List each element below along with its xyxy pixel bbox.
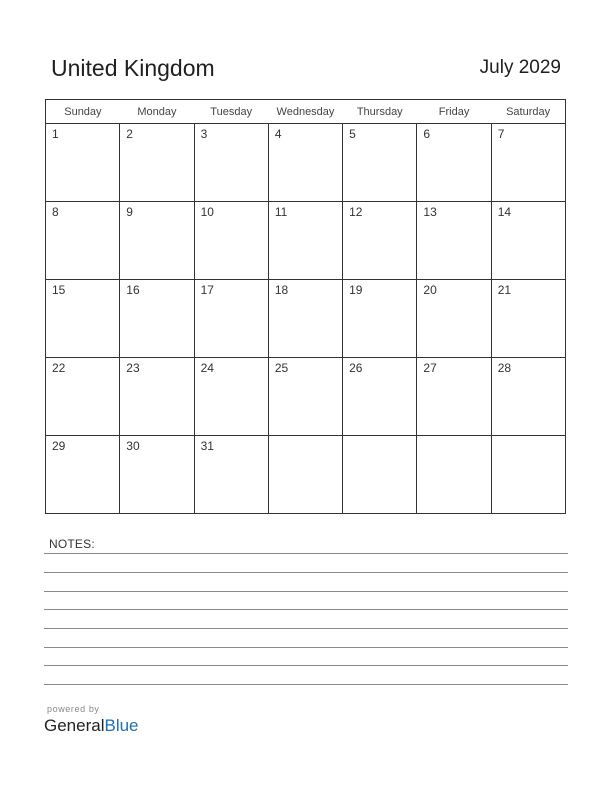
day-number: 6 xyxy=(423,127,431,141)
notes-line xyxy=(44,553,568,554)
day-number: 8 xyxy=(52,205,59,219)
notes-line xyxy=(44,684,568,685)
day-number: 27 xyxy=(423,361,437,375)
day-cell xyxy=(194,280,268,358)
powered-by-text: powered by xyxy=(47,704,100,714)
day-number: 3 xyxy=(200,127,208,141)
notes-line xyxy=(44,609,568,610)
day-number xyxy=(269,436,342,439)
day-cell xyxy=(268,124,342,202)
day-cell xyxy=(417,202,491,280)
weekday-friday: Friday xyxy=(417,100,491,124)
calendar-grid xyxy=(45,99,566,514)
day-cell xyxy=(343,280,417,358)
day-cell xyxy=(491,280,565,358)
day-number: 28 xyxy=(497,361,512,375)
notes-line xyxy=(44,591,568,592)
day-number: 5 xyxy=(349,127,356,141)
brand-blue-text: Blue xyxy=(104,716,139,735)
day-number: 11 xyxy=(274,205,288,219)
day-cell xyxy=(194,202,268,280)
week-row xyxy=(46,358,566,436)
day-number: 30 xyxy=(126,439,140,453)
day-number: 16 xyxy=(126,283,140,297)
day-cell xyxy=(120,124,194,202)
day-number: 12 xyxy=(349,205,363,219)
day-cell xyxy=(120,358,194,436)
day-cell xyxy=(120,436,194,514)
week-row xyxy=(46,202,566,280)
day-cell xyxy=(46,358,120,436)
day-number: 4 xyxy=(274,127,282,141)
country-title: United Kingdom xyxy=(51,55,215,81)
day-cell xyxy=(46,436,120,514)
day-number: 19 xyxy=(349,283,363,297)
notes-line xyxy=(44,628,568,629)
day-number xyxy=(343,436,416,439)
day-cell xyxy=(194,436,268,514)
day-cell xyxy=(46,280,120,358)
week-row xyxy=(46,124,566,202)
day-number xyxy=(417,436,490,439)
notes-label: NOTES: xyxy=(49,537,95,551)
day-number: 23 xyxy=(126,361,140,375)
day-number: 1 xyxy=(52,127,59,141)
day-cell xyxy=(343,436,417,514)
notes-line xyxy=(44,647,568,648)
day-cell xyxy=(268,358,342,436)
day-number: 17 xyxy=(200,283,214,297)
brand-logo[interactable] xyxy=(44,716,139,736)
day-number: 20 xyxy=(423,283,437,297)
day-number: 26 xyxy=(349,361,363,375)
day-cell xyxy=(491,358,565,436)
week-row xyxy=(46,280,566,358)
day-number: 21 xyxy=(497,283,512,297)
day-cell xyxy=(268,436,342,514)
day-number: 7 xyxy=(497,127,505,141)
day-number: 18 xyxy=(274,283,289,297)
day-number: 13 xyxy=(423,205,437,219)
brand-general-text: General xyxy=(44,716,105,735)
day-number: 15 xyxy=(52,283,66,297)
weekday-thursday: Thursday xyxy=(343,100,417,124)
weekday-tuesday: Tuesday xyxy=(194,100,268,124)
day-cell xyxy=(491,124,565,202)
notes-line xyxy=(44,665,568,666)
week-row xyxy=(46,436,566,514)
day-number: 25 xyxy=(274,361,289,375)
day-cell xyxy=(343,358,417,436)
weekday-saturday: Saturday xyxy=(491,100,565,124)
day-cell xyxy=(194,124,268,202)
day-cell xyxy=(343,124,417,202)
day-cell xyxy=(194,358,268,436)
day-number: 2 xyxy=(126,127,133,141)
day-cell xyxy=(417,124,491,202)
day-cell xyxy=(491,202,565,280)
day-cell xyxy=(417,358,491,436)
day-number: 9 xyxy=(126,205,133,219)
day-cell xyxy=(268,202,342,280)
day-cell xyxy=(120,202,194,280)
day-cell xyxy=(417,436,491,514)
month-year-title: July 2029 xyxy=(479,57,561,78)
day-cell xyxy=(120,280,194,358)
day-number: 31 xyxy=(200,439,214,453)
weekday-monday: Monday xyxy=(120,100,194,124)
notes-line xyxy=(44,572,568,573)
day-number: 10 xyxy=(200,205,214,219)
weekday-header-row xyxy=(46,100,566,124)
day-number: 29 xyxy=(52,439,66,453)
day-cell xyxy=(46,124,120,202)
weekday-wednesday: Wednesday xyxy=(268,100,342,124)
day-cell xyxy=(268,280,342,358)
day-cell xyxy=(491,436,565,514)
day-number: 14 xyxy=(497,205,512,219)
day-cell xyxy=(46,202,120,280)
weekday-sunday: Sunday xyxy=(46,100,120,124)
day-number xyxy=(492,436,565,439)
day-number: 24 xyxy=(200,361,214,375)
day-cell xyxy=(417,280,491,358)
day-number: 22 xyxy=(52,361,66,375)
day-cell xyxy=(343,202,417,280)
